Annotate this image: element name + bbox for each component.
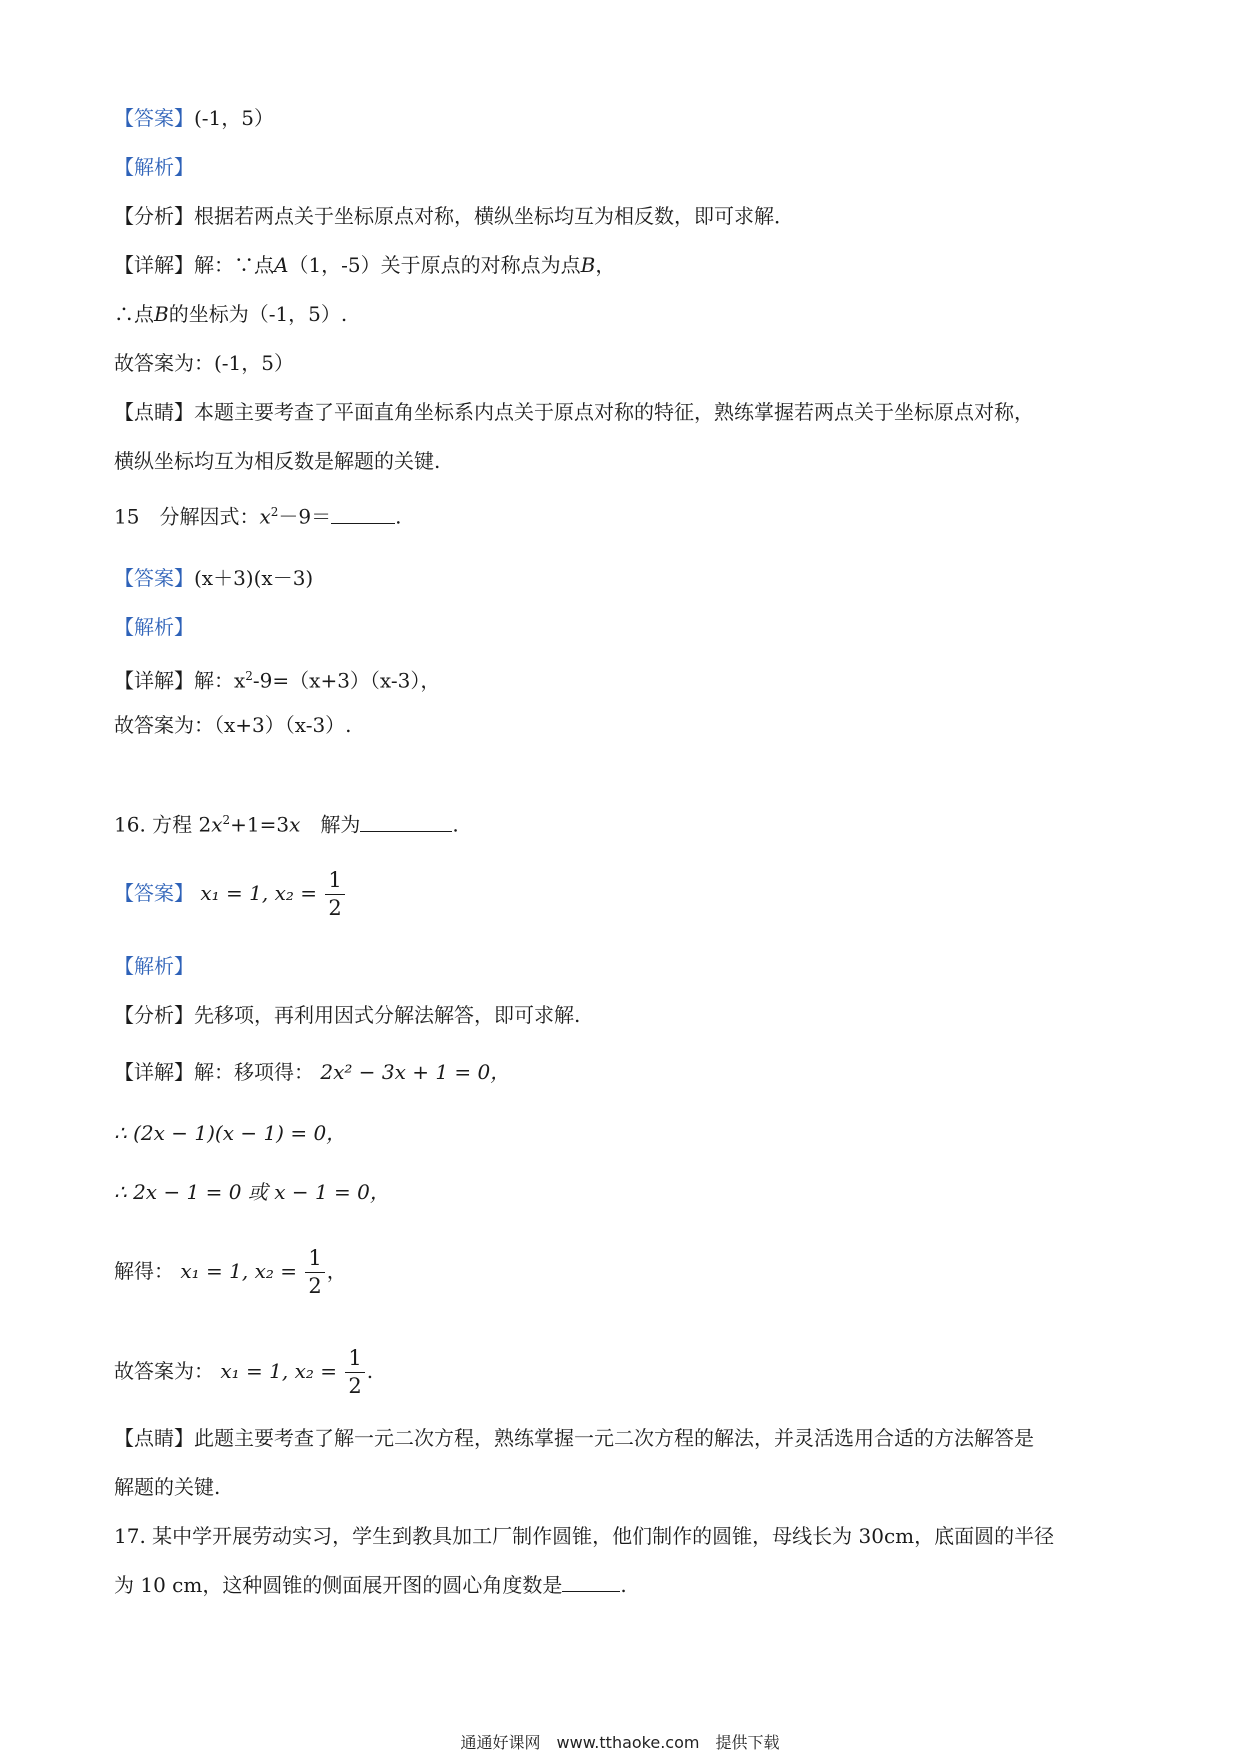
- q15-analysis-line: [114, 613, 194, 641]
- frac-den: 2: [308, 1274, 322, 1298]
- q14-answer-line: [114, 104, 274, 132]
- answer-text: (x＋3)(x－3): [194, 566, 314, 590]
- question-text: 16. 方程 2: [114, 812, 212, 837]
- fenxi-tag: 【分析】: [114, 204, 194, 228]
- q14-dianjing-line: [114, 398, 1034, 426]
- xiangjie-mid: （1，-5）关于原点的对称点为点: [288, 253, 581, 277]
- final-end: .: [366, 1359, 374, 1383]
- q16-xiangjie-line: [114, 1058, 510, 1086]
- q16-dianjing-line: [114, 1424, 1034, 1452]
- q15-answer-line: [114, 564, 313, 592]
- dianjing-text-2: 解题的关键.: [114, 1475, 221, 1499]
- answer-text: (-1，5）: [194, 106, 275, 130]
- step-3-expr: x₁ = 1, x₂ =: [180, 1259, 297, 1283]
- q17-question-line-1: [114, 1522, 1054, 1550]
- step-3-pre: 解得：: [114, 1259, 174, 1283]
- answer-blank: [562, 1573, 620, 1592]
- xiangjie-tag: 【详解】: [114, 1060, 194, 1084]
- var-x: x: [211, 812, 223, 837]
- final-answer: 故答案为：(-1，5）: [114, 351, 295, 375]
- frac-num: 1: [345, 1348, 364, 1373]
- fraction: [325, 870, 344, 919]
- step-2: ∴ 2x − 1 = 0 或 x − 1 = 0，: [114, 1180, 390, 1204]
- q17-question-line-2: [114, 1571, 627, 1599]
- question-mid: +1=3: [230, 812, 290, 837]
- q14-fenxi-line: [114, 202, 794, 230]
- analysis-tag: 【解析】: [114, 954, 194, 978]
- frac-den: 2: [328, 896, 342, 920]
- fenxi-tag: 【分析】: [114, 1003, 194, 1027]
- q14-final-line: [114, 349, 294, 377]
- frac-den: 2: [348, 1374, 362, 1398]
- fraction: [305, 1248, 324, 1297]
- analysis-tag: 【解析】: [114, 615, 194, 639]
- q16-answer-line: [114, 870, 347, 919]
- step-1: ∴ (2x − 1)(x − 1) = 0，: [114, 1121, 347, 1145]
- step-post: 的坐标为（-1，5）.: [168, 302, 348, 326]
- analysis-tag: 【解析】: [114, 155, 194, 179]
- question-end: .: [452, 812, 459, 837]
- point-b-ref: B: [154, 302, 169, 326]
- xiangjie-end: ，: [595, 253, 616, 277]
- answer-tag: 【答案】: [114, 106, 194, 130]
- final-expr: x₁ = 1, x₂ =: [220, 1359, 337, 1383]
- question-end: .: [395, 504, 402, 529]
- q16-analysis-line: [114, 952, 194, 980]
- exponent: 2: [245, 669, 253, 683]
- step-pre: ∴点: [114, 302, 154, 326]
- answer-blank: [360, 813, 452, 832]
- fraction: [345, 1348, 364, 1397]
- q15-xiangjie-line: [114, 662, 440, 695]
- xiangjie-expr: 2x² − 3x + 1 = 0，: [320, 1060, 511, 1084]
- dianjing-text: 此题主要考查了解一元二次方程，熟练掌握一元二次方程的解法，并灵活选用合适的方法解答是: [194, 1426, 1034, 1450]
- q16-step-3: [114, 1248, 347, 1297]
- xiangjie-pre: 解：x: [194, 668, 246, 693]
- q16-step-2: [114, 1178, 390, 1206]
- q16-question: [114, 806, 459, 839]
- question-post: 解为: [300, 812, 361, 837]
- xiangjie-tag: 【详解】: [114, 253, 194, 277]
- point-a: A: [274, 253, 289, 277]
- var-x: x: [259, 504, 271, 529]
- q14-step-line: [114, 300, 347, 328]
- page-footer: 通通好课网 www.tthaoke.com 提供下载: [460, 1733, 780, 1752]
- xiangjie-post: -9=（x+3）（x-3），: [252, 668, 441, 693]
- point-b: B: [580, 253, 596, 277]
- q16-fenxi-line: [114, 1001, 580, 1029]
- dianjing-tag: 【点睛】: [114, 400, 194, 424]
- step-3-end: ，: [326, 1259, 347, 1283]
- xiangjie-text: 解：移项得：: [194, 1060, 314, 1084]
- question-text: 17. 某中学开展劳动实习，学生到教具加工厂制作圆锥，他们制作的圆锥，母线长为 30cm，底面圆的半径: [114, 1524, 1055, 1548]
- answer-tag: 【答案】: [114, 566, 194, 590]
- q15-final-line: [114, 711, 352, 739]
- answer-blank: [331, 505, 395, 524]
- xiangjie-tag: 【详解】: [114, 668, 194, 693]
- exponent: 2: [270, 505, 279, 519]
- frac-num: 1: [325, 870, 344, 895]
- question-end: .: [620, 1573, 627, 1597]
- q14-analysis-line: [114, 153, 194, 181]
- var-x-2: x: [289, 812, 301, 837]
- dianjing-tag: 【点睛】: [114, 1426, 194, 1450]
- exponent: 2: [222, 813, 231, 827]
- q16-step-1: [114, 1119, 346, 1147]
- final-answer: 故答案为：（x+3）（x-3）.: [114, 713, 352, 737]
- dianjing-text-2: 横纵坐标均互为相反数是解题的关键.: [114, 449, 441, 473]
- fenxi-text: 先移项，再利用因式分解法解答，即可求解.: [194, 1003, 581, 1027]
- question-post: －9＝: [278, 504, 332, 529]
- answer-expr: x₁ = 1, x₂ =: [200, 881, 317, 905]
- q15-question: [114, 498, 401, 531]
- dianjing-text: 本题主要考查了平面直角坐标系内点关于原点对称的特征，熟练掌握若两点关于坐标原点对称，: [194, 400, 1034, 424]
- fenxi-text: 根据若两点关于坐标原点对称，横纵坐标均互为相反数，即可求解．: [194, 204, 794, 228]
- question-text: 15 分解因式：: [114, 504, 260, 529]
- xiangjie-text: 解：∵点: [194, 253, 274, 277]
- q16-dianjing-line-2: [114, 1473, 220, 1501]
- q14-xiangjie-line: [114, 251, 615, 279]
- q16-final-line: [114, 1348, 373, 1397]
- final-pre: 故答案为：: [114, 1359, 214, 1383]
- question-text-2: 为 10 cm，这种圆锥的侧面展开图的圆心角度数是: [114, 1573, 563, 1597]
- q14-dianjing-line-2: [114, 447, 440, 475]
- frac-num: 1: [305, 1248, 324, 1273]
- answer-tag: 【答案】: [114, 881, 194, 905]
